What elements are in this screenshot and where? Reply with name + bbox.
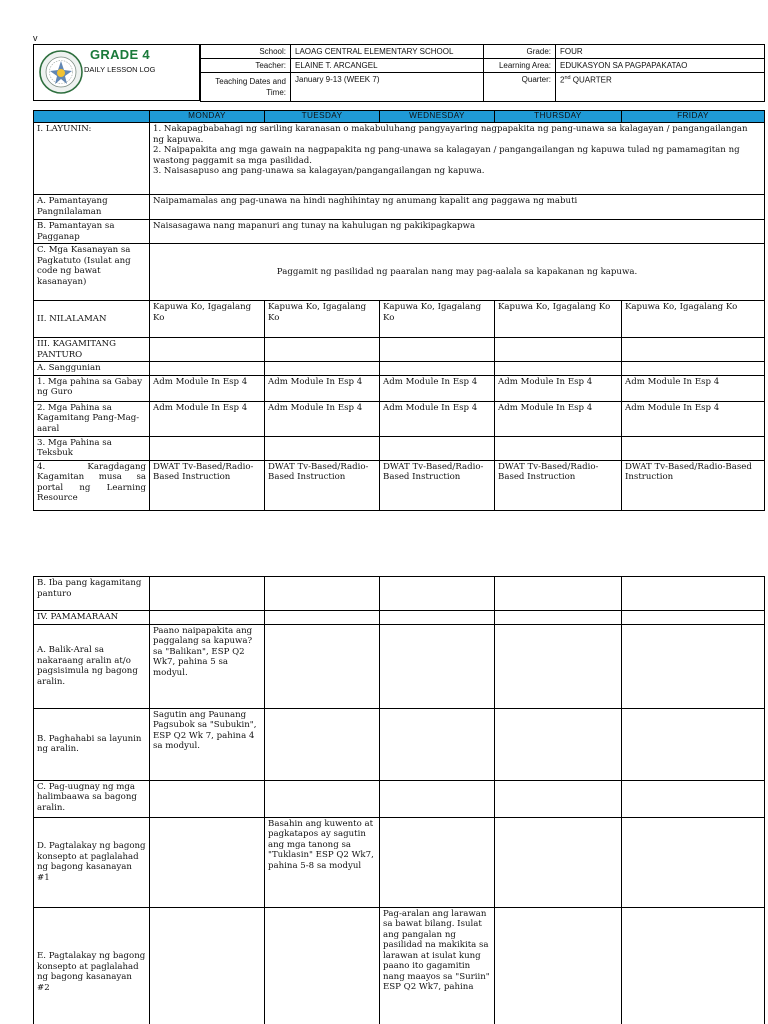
- quarter-value: 2nd QUARTER: [556, 73, 765, 102]
- pagtalakay-1-tuesday: Basahin ang kuwento at pagkatapos ay sagutin ang mga tanong sa "Tuklasin" ESP Q2 Wk7, pahina 5-8 sa modyul: [265, 817, 380, 907]
- teaching-dates-label: Teaching Dates and Time:: [201, 73, 291, 102]
- kagamitang-panturo-label: III. KAGAMITANG PANTURO: [34, 338, 150, 362]
- pamantayan-pagganap-text: Naisasagawa nang mapanuri ang tunay na kahulugan ng pakikipagkapwa: [150, 220, 765, 244]
- day-header-wednesday: WEDNESDAY: [380, 111, 495, 123]
- sanggunian-label: A. Sanggunian: [34, 362, 150, 376]
- pang-mag-aaral-cell: Adm Module In Esp 4: [380, 401, 495, 436]
- karagdagang-kagamitan-cell: DWAT Tv-Based/Radio-Based Instruction: [265, 460, 380, 510]
- gabay-guro-cell: Adm Module In Esp 4: [265, 375, 380, 401]
- balik-aral-label: A. Balik-Aral sa nakaraang aralin at/o pagsisimula ng bagong aralin.: [34, 624, 150, 708]
- nilalaman-cell: Kapuwa Ko, Igagalang Ko: [495, 301, 622, 338]
- school-value: LAOAG CENTRAL ELEMENTARY SCHOOL: [291, 45, 484, 59]
- pamantayan-pagganap-label: B. Pamantayan sa Pagganap: [34, 220, 150, 244]
- learning-area-value: EDUKASYON SA PAGPAPAKATAO: [556, 59, 765, 73]
- teksbuk-label: 3. Mga Pahina sa Teksbuk: [34, 436, 150, 460]
- nilalaman-cell: Kapuwa Ko, Igagalang Ko: [150, 301, 265, 338]
- day-header-monday: MONDAY: [150, 111, 265, 123]
- layunin-item: 3. Naisasapuso ang pang-unawa sa kalagayan/pangangailangan ng kapuwa.: [153, 166, 485, 176]
- nilalaman-cell: Kapuwa Ko, Igagalang Ko: [265, 301, 380, 338]
- layunin-label: I. LAYUNIN:: [34, 123, 150, 195]
- lesson-plan-table-top: [33, 110, 765, 511]
- gabay-guro-cell: Adm Module In Esp 4: [380, 375, 495, 401]
- nilalaman-cell: Kapuwa Ko, Igagalang Ko: [380, 301, 495, 338]
- corner-mark: v: [33, 33, 38, 43]
- kasanayan-text: Paggamit ng pasilidad ng paaralan nang may pag-aalala sa kapakanan ng kapuwa.: [150, 244, 765, 301]
- karagdagang-kagamitan-cell: DWAT Tv-Based/Radio-Based Instruction: [495, 460, 622, 510]
- day-header-tuesday: TUESDAY: [265, 111, 380, 123]
- pagtalakay-2-wednesday: Pag-aralan ang larawan sa bawat bilang. Isulat ang pangalan ng pasilidad na makikita sa larawan at isulat kung paano ito gagamitin nang maayos sa "Suriin" ESP Q2 Wk7, pahina: [380, 907, 495, 1024]
- pamantayang-pangnilalaman-label: A. Pamantayang Pangnilalaman: [34, 195, 150, 220]
- paghahabi-label: B. Paghahabi sa layunin ng aralin.: [34, 708, 150, 780]
- day-header-friday: FRIDAY: [622, 111, 765, 123]
- lesson-plan-table-bottom: [33, 576, 765, 1024]
- layunin-item: 1. Nakapagbabahagi ng sariling karanasan o makabuluhang pangyayaring nagpapakita ng pang-unawa sa kalagayan / pangangailangan ng kapuwa.: [153, 124, 748, 145]
- balik-aral-monday: Paano naipapakita ang paggalang sa kapuwa? sa "Balikan", ESP Q2 Wk7, pahina 5 sa modyul.: [150, 624, 265, 708]
- nilalaman-cell: Kapuwa Ko, Igagalang Ko: [622, 301, 765, 338]
- gabay-guro-cell: Adm Module In Esp 4: [150, 375, 265, 401]
- nilalaman-label: II. NILALAMAN: [34, 301, 150, 338]
- grade-label: Grade:: [484, 45, 556, 59]
- gabay-guro-cell: Adm Module In Esp 4: [622, 375, 765, 401]
- gabay-guro-label: 1. Mga pahina sa Gabay ng Guro: [34, 375, 150, 401]
- day-header-thursday: THURSDAY: [495, 111, 622, 123]
- pamantayang-pangnilalaman-text: Naipamamalas ang pag-unawa na hindi naghihintay ng anumang kapalit ang paggawa ng mabuti: [150, 195, 765, 220]
- teacher-label: Teacher:: [201, 59, 291, 73]
- pagtalakay-2-label: E. Pagtalakay ng bagong konsepto at paglalahad ng bagong kasanayan #2: [34, 907, 150, 1024]
- layunin-text: [150, 123, 765, 195]
- iba-pang-kagamitan-label: B. Iba pang kagamitang panturo: [34, 577, 150, 611]
- teaching-dates-value: January 9-13 (WEEK 7): [291, 73, 484, 102]
- pang-mag-aaral-label: 2. Mga Pahina sa Kagamitang Pang-Mag-aaral: [34, 401, 150, 436]
- pang-mag-aaral-cell: Adm Module In Esp 4: [265, 401, 380, 436]
- karagdagang-kagamitan-cell: DWAT Tv-Based/Radio-Based Instruction: [150, 460, 265, 510]
- grade-title: GRADE 4: [90, 47, 150, 62]
- karagdagang-kagamitan-cell: DWAT Tv-Based/Radio-Based Instruction: [380, 460, 495, 510]
- daily-lesson-log-label: DAILY LESSON LOG: [84, 65, 156, 74]
- gabay-guro-cell: Adm Module In Esp 4: [495, 375, 622, 401]
- quarter-label: Quarter:: [484, 73, 556, 102]
- pang-mag-aaral-cell: Adm Module In Esp 4: [622, 401, 765, 436]
- deped-seal-icon: [38, 49, 84, 95]
- pamamaraan-label: IV. PAMAMARAAN: [34, 611, 150, 625]
- pang-mag-aaral-cell: Adm Module In Esp 4: [150, 401, 265, 436]
- school-label: School:: [201, 45, 291, 59]
- pang-mag-aaral-cell: Adm Module In Esp 4: [495, 401, 622, 436]
- header-logo-box: [33, 44, 200, 101]
- header-info-table: [200, 44, 765, 102]
- layunin-item: 2. Naipapakita ang mga gawain na nagpapakita ng pang-unawa sa kalagayan / pangangailangan ng kapuwa tulad ng pamamagitan ng wastong paggamit sa mga pasilidad.: [153, 145, 740, 166]
- paghahabi-monday: Sagutin ang Paunang Pagsubok sa "Subukin", ESP Q2 Wk 7, pahina 4 sa modyul.: [150, 708, 265, 780]
- kasanayan-label: C. Mga Kasanayan sa Pagkatuto (Isulat ang code ng bawat kasanayan): [34, 244, 150, 301]
- teacher-value: ELAINE T. ARCANGEL: [291, 59, 484, 73]
- day-header-blank: [34, 111, 150, 123]
- learning-area-label: Learning Area:: [484, 59, 556, 73]
- pag-uugnay-label: C. Pag-uugnay ng mga halimbaawa sa bagong aralin.: [34, 780, 150, 817]
- karagdagang-kagamitan-label: 4. Karagdagang Kagamitan musa sa portal ng Learning Resource: [34, 460, 150, 510]
- karagdagang-kagamitan-cell: DWAT Tv-Based/Radio-Based Instruction: [622, 460, 765, 510]
- pagtalakay-1-label: D. Pagtalakay ng bagong konsepto at paglalahad ng bagong kasanayan #1: [34, 817, 150, 907]
- grade-value: FOUR: [556, 45, 765, 59]
